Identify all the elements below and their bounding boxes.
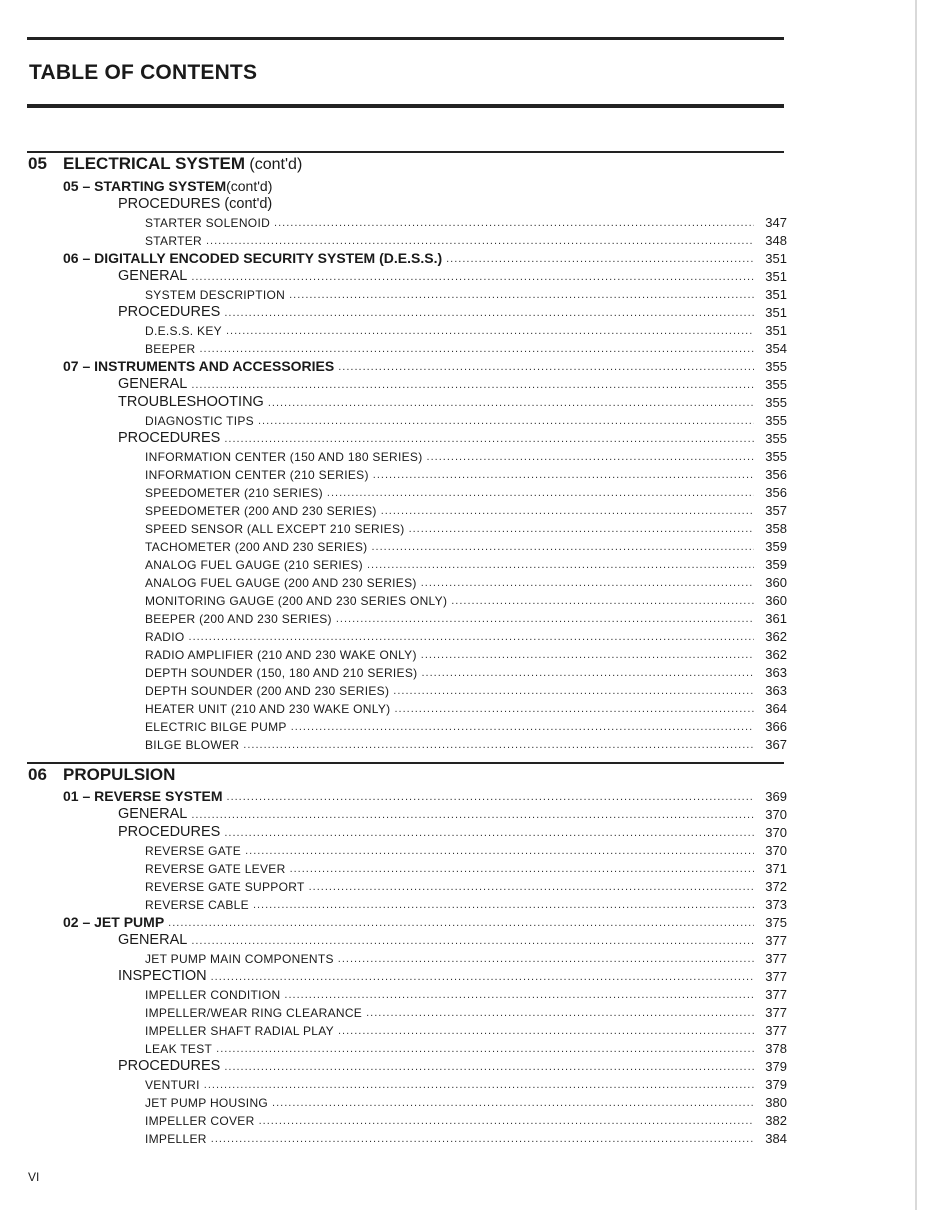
toc-entry[interactable]	[0, 929, 935, 947]
section-rule	[27, 151, 784, 153]
toc-entry-label: IMPELLER CONDITION	[145, 988, 281, 1002]
dot-leader	[290, 864, 754, 875]
dot-leader	[243, 740, 754, 751]
toc-entry-page-number: 355	[765, 395, 787, 410]
toc-entry-page-number: 363	[765, 665, 787, 680]
toc-entry-label: STARTER SOLENOID	[145, 216, 271, 230]
toc-entry-label: DEPTH SOUNDER (150, 180 AND 210 SERIES)	[145, 666, 418, 680]
toc-entry-page-number: 377	[765, 969, 787, 984]
dot-leader	[272, 1098, 754, 1109]
toc-entry-page-number: 377	[765, 951, 787, 966]
page-title: TABLE OF CONTENTS	[29, 61, 258, 84]
toc-entry-label: BEEPER (200 AND 230 SERIES)	[145, 612, 332, 626]
toc-entry[interactable]	[0, 1091, 935, 1109]
toc-entry[interactable]	[0, 1073, 935, 1091]
toc-entry[interactable]	[0, 983, 935, 1001]
toc-entry-page-number: 378	[765, 1041, 787, 1056]
dot-leader	[206, 236, 754, 247]
toc-entry-label: D.E.S.S. KEY	[145, 324, 222, 338]
toc-entry-page-number: 359	[765, 539, 787, 554]
dot-leader	[245, 846, 754, 857]
toc-entry-label: INFORMATION CENTER (210 SERIES)	[145, 468, 369, 482]
toc-entry-page-number: 351	[765, 323, 787, 338]
toc-entry[interactable]	[0, 247, 935, 265]
toc-entry-label: STARTER	[145, 234, 202, 248]
toc-entry-page-number: 382	[765, 1113, 787, 1128]
dot-leader	[421, 668, 754, 679]
toc-entry-label: MONITORING GAUGE (200 AND 230 SERIES ONLY)	[145, 594, 448, 608]
toc-entry-label: BEEPER	[145, 342, 196, 356]
toc-entry-label: 05 – STARTING SYSTEM	[63, 178, 227, 194]
toc-entry-label: JET PUMP MAIN COMPONENTS	[145, 952, 334, 966]
toc-entry[interactable]	[0, 643, 935, 661]
toc-entry-suffix: (cont'd)	[226, 178, 273, 194]
dot-leader	[226, 326, 754, 337]
toc-entry-page-number: 377	[765, 1005, 787, 1020]
toc-entry[interactable]	[0, 175, 935, 193]
toc-entry-page-number: 377	[765, 933, 787, 948]
dot-leader	[204, 1080, 754, 1091]
dot-leader	[191, 936, 754, 947]
toc-entry[interactable]	[0, 1001, 935, 1019]
dot-leader	[421, 650, 754, 661]
toc-entry[interactable]	[0, 661, 935, 679]
toc-entry-label: PROCEDURES	[118, 1057, 221, 1074]
toc-entry-page-number: 375	[765, 915, 787, 930]
toc-entry[interactable]	[0, 265, 935, 283]
toc-entry-label: GENERAL	[118, 375, 188, 392]
toc-entry-label: VENTURI	[145, 1078, 200, 1092]
toc-entry-label: REVERSE GATE SUPPORT	[145, 880, 305, 894]
dot-leader	[336, 614, 754, 625]
toc-entry[interactable]	[0, 1127, 935, 1145]
top-rule	[27, 37, 784, 40]
toc-entry-page-number: 384	[765, 1131, 787, 1146]
toc-entry-page-number: 356	[765, 467, 787, 482]
toc-entry-label: REVERSE GATE LEVER	[145, 862, 286, 876]
toc-entry-label: JET PUMP HOUSING	[145, 1096, 269, 1110]
toc-entry-page-number: 364	[765, 701, 787, 716]
toc-entry[interactable]	[0, 1109, 935, 1127]
section-title: ELECTRICAL SYSTEM	[63, 154, 245, 173]
toc-entry-page-number: 377	[765, 1023, 787, 1038]
toc-entry-label: 01 – REVERSE SYSTEM	[63, 788, 223, 804]
toc-entry[interactable]	[0, 373, 935, 391]
dot-leader	[258, 416, 754, 427]
dot-leader	[211, 1134, 754, 1145]
dot-leader	[421, 578, 754, 589]
toc-entry-label: DIAGNOSTIC TIPS	[145, 414, 254, 428]
dot-leader	[224, 434, 754, 445]
toc-entry[interactable]	[0, 625, 935, 643]
toc-entry-label: GENERAL	[118, 805, 188, 822]
toc-entry[interactable]	[0, 733, 935, 751]
toc-entry[interactable]	[0, 1019, 935, 1037]
section-heading	[28, 154, 302, 174]
toc-entry[interactable]	[0, 355, 935, 373]
dot-leader	[381, 506, 754, 517]
toc-entry[interactable]	[0, 391, 935, 409]
toc-entry[interactable]	[0, 1037, 935, 1055]
toc-entry[interactable]	[0, 607, 935, 625]
toc-entry-label: PROCEDURES	[118, 303, 221, 320]
toc-entry-page-number: 379	[765, 1077, 787, 1092]
toc-entry[interactable]	[0, 409, 935, 427]
toc-entry-page-number: 370	[765, 843, 787, 858]
toc-entry-page-number: 355	[765, 449, 787, 464]
toc-entry-page-number: 369	[765, 789, 787, 804]
toc-entry-page-number: 355	[765, 431, 787, 446]
toc-entry[interactable]	[0, 785, 935, 803]
toc-entry[interactable]	[0, 463, 935, 481]
toc-entry-page-number: 359	[765, 557, 787, 572]
toc-entry-page-number: 372	[765, 879, 787, 894]
toc-entry-page-number: 366	[765, 719, 787, 734]
toc-entry[interactable]	[0, 857, 935, 875]
toc-entry[interactable]	[0, 481, 935, 499]
dot-leader	[227, 792, 754, 803]
dot-leader	[189, 632, 754, 643]
toc-entry-page-number: 363	[765, 683, 787, 698]
toc-entry-label: DEPTH SOUNDER (200 AND 230 SERIES)	[145, 684, 390, 698]
dot-leader	[168, 918, 754, 929]
toc-entry-label: GENERAL	[118, 931, 188, 948]
toc-entry-label: SYSTEM DESCRIPTION	[145, 288, 286, 302]
toc-entry[interactable]	[0, 283, 935, 301]
toc-entry[interactable]	[0, 803, 935, 821]
toc-entry-label: RADIO	[145, 630, 185, 644]
toc-entry-label: PROCEDURES	[118, 823, 221, 840]
section-heading	[28, 765, 175, 785]
dot-leader	[394, 704, 754, 715]
dot-leader	[268, 398, 754, 409]
toc-entry[interactable]	[0, 553, 935, 571]
page-number: VI	[28, 1170, 40, 1184]
toc-entry-page-number: 367	[765, 737, 787, 752]
toc-entry-page-number: 377	[765, 987, 787, 1002]
toc-entry-label: PROCEDURES	[118, 429, 221, 446]
toc-entry-page-number: 348	[765, 233, 787, 248]
toc-entry-label: 06 – DIGITALLY ENCODED SECURITY SYSTEM (D.E.S.S.)	[63, 250, 443, 266]
section-number: 06	[28, 765, 47, 784]
toc-entry-page-number: 370	[765, 807, 787, 822]
toc-entry-label: INFORMATION CENTER (150 AND 180 SERIES)	[145, 450, 423, 464]
toc-entry-label: ANALOG FUEL GAUGE (210 SERIES)	[145, 558, 363, 572]
toc-entry-page-number: 357	[765, 503, 787, 518]
toc-entry[interactable]	[0, 193, 935, 211]
toc-entry-page-number: 351	[765, 251, 787, 266]
dot-leader	[338, 954, 754, 965]
toc-entry-page-number: 380	[765, 1095, 787, 1110]
toc-entry-page-number: 370	[765, 825, 787, 840]
dot-leader	[191, 810, 754, 821]
title-bottom-rule	[27, 104, 784, 108]
toc-entry-label: ANALOG FUEL GAUGE (200 AND 230 SERIES)	[145, 576, 417, 590]
toc-entry[interactable]	[0, 445, 935, 463]
toc-entry[interactable]	[0, 697, 935, 715]
toc-entry[interactable]	[0, 229, 935, 247]
section-title: PROPULSION	[63, 765, 176, 784]
section-rule	[27, 762, 784, 764]
dot-leader	[211, 972, 754, 983]
toc-entry-page-number: 356	[765, 485, 787, 500]
toc-entry-page-number: 358	[765, 521, 787, 536]
toc-entry-page-number: 361	[765, 611, 787, 626]
toc-entry-label: IMPELLER/WEAR RING CLEARANCE	[145, 1006, 363, 1020]
dot-leader	[224, 828, 754, 839]
toc-entry-page-number: 371	[765, 861, 787, 876]
dot-leader	[274, 218, 754, 229]
dot-leader	[367, 560, 754, 571]
dot-leader	[224, 308, 754, 319]
toc-entry-label: INSPECTION	[118, 967, 207, 984]
toc-entry-label: ELECTRIC BILGE PUMP	[145, 720, 287, 734]
toc-entry-label: REVERSE GATE	[145, 844, 242, 858]
toc-entry-page-number: 351	[765, 269, 787, 284]
toc-entry-label: HEATER UNIT (210 AND 230 WAKE ONLY)	[145, 702, 391, 716]
toc-entry-page-number: 362	[765, 629, 787, 644]
toc-entry-label: PROCEDURES (cont'd)	[118, 195, 273, 212]
toc-entry-label: REVERSE CABLE	[145, 898, 249, 912]
dot-leader	[253, 900, 754, 911]
toc-entry[interactable]	[0, 947, 935, 965]
dot-leader	[393, 686, 754, 697]
toc-entry-page-number: 351	[765, 305, 787, 320]
toc-entry-label: 07 – INSTRUMENTS AND ACCESSORIES	[63, 358, 335, 374]
toc-entry[interactable]	[0, 571, 935, 589]
dot-leader	[409, 524, 754, 535]
dot-leader	[284, 990, 754, 1001]
dot-leader	[327, 488, 754, 499]
toc-entry-label: BILGE BLOWER	[145, 738, 240, 752]
dot-leader	[446, 254, 754, 265]
toc-entry[interactable]	[0, 1055, 935, 1073]
dot-leader	[200, 344, 755, 355]
dot-leader	[338, 1026, 754, 1037]
dot-leader	[259, 1116, 754, 1127]
toc-entry-label: SPEED SENSOR (ALL EXCEPT 210 SERIES)	[145, 522, 405, 536]
dot-leader	[191, 272, 754, 283]
section-title-suffix: (cont'd)	[244, 156, 303, 173]
section-number: 05	[28, 154, 47, 173]
toc-entry[interactable]	[0, 893, 935, 911]
toc-entry-label: TACHOMETER (200 AND 230 SERIES)	[145, 540, 368, 554]
toc-entry-page-number: 355	[765, 413, 787, 428]
dot-leader	[216, 1044, 754, 1055]
toc-entry-page-number: 355	[765, 359, 787, 374]
toc-entry[interactable]	[0, 839, 935, 857]
toc-entry[interactable]	[0, 679, 935, 697]
toc-entry-label: LEAK TEST	[145, 1042, 213, 1056]
toc-entry-page-number: 373	[765, 897, 787, 912]
toc-entry-page-number: 355	[765, 377, 787, 392]
toc-entry[interactable]	[0, 911, 935, 929]
dot-leader	[224, 1062, 754, 1073]
dot-leader	[289, 290, 754, 301]
dot-leader	[291, 722, 754, 733]
dot-leader	[309, 882, 754, 893]
toc-entry-page-number: 360	[765, 593, 787, 608]
toc-entry-label: TROUBLESHOOTING	[118, 393, 264, 410]
toc-entry[interactable]	[0, 715, 935, 733]
toc-entry[interactable]	[0, 535, 935, 553]
toc-entry[interactable]	[0, 499, 935, 517]
toc-entry-label: RADIO AMPLIFIER (210 AND 230 WAKE ONLY)	[145, 648, 417, 662]
toc-entry[interactable]	[0, 319, 935, 337]
dot-leader	[373, 470, 754, 481]
toc-entry[interactable]	[0, 965, 935, 983]
toc-entry[interactable]	[0, 301, 935, 319]
dot-leader	[371, 542, 754, 553]
toc-entry-page-number: 347	[765, 215, 787, 230]
dot-leader	[451, 596, 754, 607]
toc-entry-label: 02 – JET PUMP	[63, 914, 165, 930]
dot-leader	[427, 452, 754, 463]
toc-entry-label: GENERAL	[118, 267, 188, 284]
toc-entry-label: IMPELLER SHAFT RADIAL PLAY	[145, 1024, 334, 1038]
toc-entry[interactable]	[0, 427, 935, 445]
toc-entry[interactable]	[0, 337, 935, 355]
dot-leader	[338, 362, 754, 373]
toc-entry-label: IMPELLER	[145, 1132, 207, 1146]
toc-entry-label: IMPELLER COVER	[145, 1114, 255, 1128]
toc-entry-page-number: 360	[765, 575, 787, 590]
toc-entry[interactable]	[0, 875, 935, 893]
toc-entry-label: SPEEDOMETER (210 SERIES)	[145, 486, 323, 500]
toc-entry-page-number: 354	[765, 341, 787, 356]
toc-entry-page-number: 351	[765, 287, 787, 302]
dot-leader	[191, 380, 754, 391]
toc-entry[interactable]	[0, 589, 935, 607]
toc-entry[interactable]	[0, 517, 935, 535]
toc-entry[interactable]	[0, 821, 935, 839]
toc-entry-page-number: 379	[765, 1059, 787, 1074]
toc-entry[interactable]	[0, 211, 935, 229]
toc-entry-page-number: 362	[765, 647, 787, 662]
toc-entry-label: SPEEDOMETER (200 AND 230 SERIES)	[145, 504, 377, 518]
dot-leader	[366, 1008, 754, 1019]
